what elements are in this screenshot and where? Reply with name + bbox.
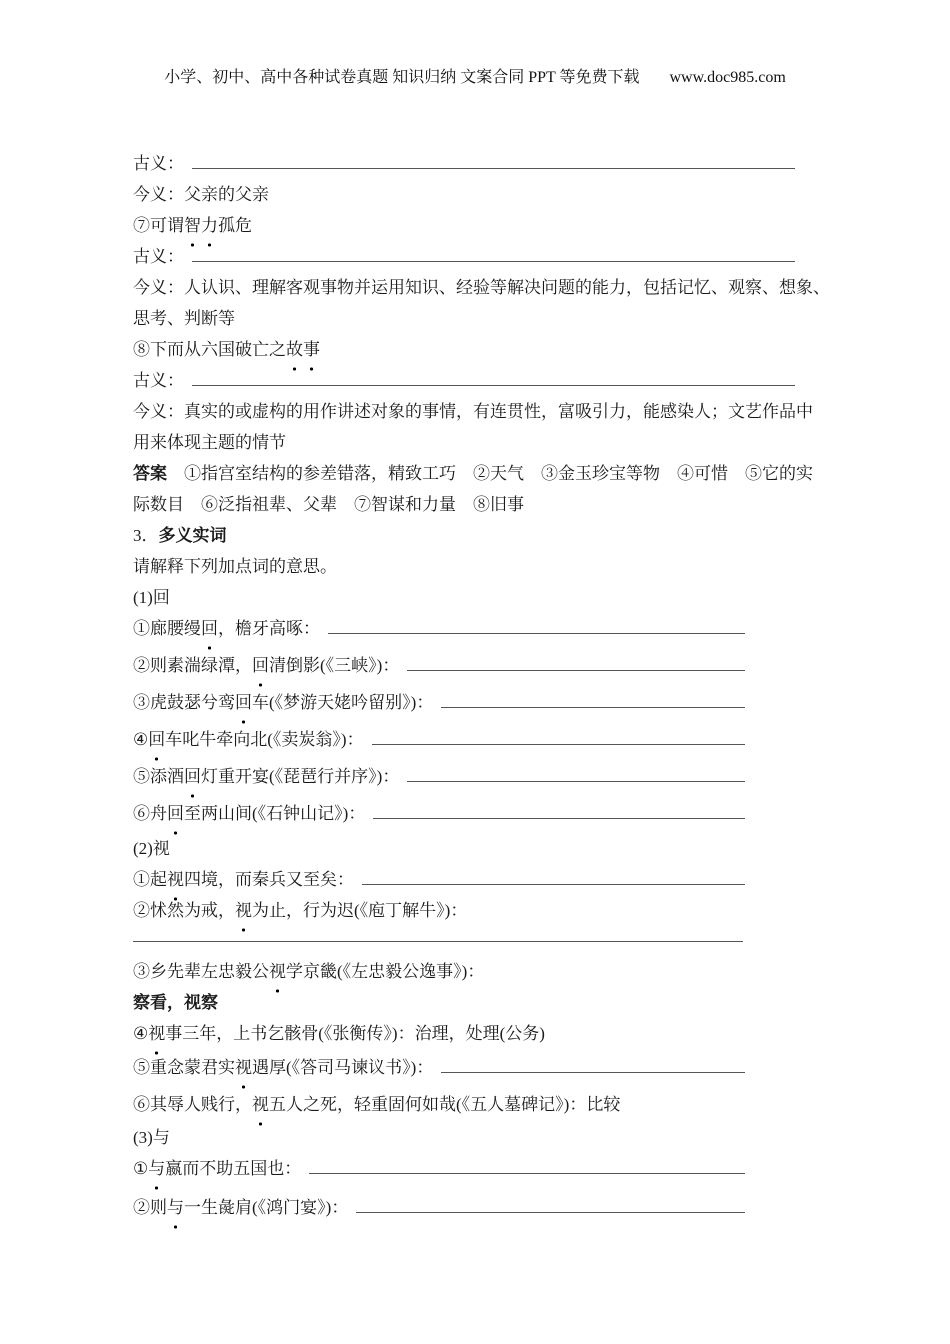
question-row [133, 956, 817, 987]
jinyi-row-continued [133, 303, 817, 334]
answers-text: 际数目 ⑥泛指祖辈、父辈 ⑦智谋和力量 ⑧旧事 [133, 495, 524, 514]
answer-blank-line [372, 744, 745, 745]
question-text: ① [133, 1159, 149, 1178]
emphasized-word: 视 [235, 895, 252, 932]
emphasized-word: 视 [269, 956, 286, 993]
question-row [133, 334, 817, 365]
emphasized-word: 视 [235, 1052, 252, 1089]
emphasized-word: 视 [167, 864, 184, 901]
section-heading [133, 520, 817, 551]
question-row [133, 210, 817, 241]
subsection-label: (3)与 [133, 1128, 170, 1147]
question-text: ①廊腰缦 [133, 619, 201, 638]
instruction-row [133, 551, 817, 582]
guyi-label: 古义： [133, 247, 184, 266]
section-title: 多义实词 [158, 526, 227, 545]
emphasized-word: 回 [167, 798, 184, 835]
question-blank-row [133, 687, 745, 718]
emphasized-word: 与 [167, 1192, 184, 1229]
guyi-blank-row [133, 365, 795, 396]
header-site-url: www.doc985.com [669, 69, 786, 86]
question-text: ⑦可谓 [133, 216, 184, 235]
question-blank-row [133, 864, 745, 895]
subsection-hui [133, 582, 817, 613]
question-blank-row [133, 1192, 745, 1223]
answer-blank-line [441, 707, 745, 708]
question-text: ④ [133, 1024, 149, 1043]
question-text: ④ [133, 730, 149, 749]
question-text: 事三年，上书乞骸骨(《张衡传》)：治理，处理(公务) [165, 1024, 545, 1043]
question-text: ②则素湍绿潭， [133, 656, 252, 675]
emphasized-word: 回 [252, 650, 269, 687]
question-text: 一生彘肩(《鸿门宴》)： [184, 1198, 349, 1217]
subsection-yu [133, 1122, 817, 1153]
question-blank-row [133, 1052, 745, 1083]
question-text: 学京畿(《左忠毅公逸事》)： [286, 962, 485, 981]
emphasized-word: 回 [184, 761, 201, 798]
guyi-label: 古义： [133, 371, 184, 390]
question-text: 孤危 [218, 216, 252, 235]
emphasized-word: 回 [235, 687, 252, 724]
answer-blank-line [441, 1072, 745, 1073]
question-text: ⑥其辱人贱行， [133, 1095, 252, 1114]
question-text: ①起 [133, 870, 167, 889]
inline-answer-text: 察看，视察 [133, 993, 218, 1012]
answers-text: ①指宫室结构的参差错落，精致工巧 ②天气 ③金玉珍宝等物 ④可惜 ⑤它的实 [167, 464, 813, 483]
jinyi-text: 用来体现主题的情节 [133, 433, 286, 452]
question-blank-row [133, 613, 745, 644]
emphasized-word: 视 [148, 1018, 165, 1055]
instruction-text: 请解释下列加点词的意思。 [133, 557, 337, 576]
question-blank-row [133, 650, 745, 681]
jinyi-text: 今义：真实的或虚构的用作讲述对象的事情，有连贯性，富吸引力，能感染人；文艺作品中 [133, 402, 813, 421]
question-text: ⑧下而从六国破亡之 [133, 340, 286, 359]
subsection-label: (2)视 [133, 839, 170, 858]
emphasized-word: 智力 [184, 210, 218, 247]
answer-blank-line [192, 385, 795, 386]
answer-blank-line [328, 633, 745, 634]
question-row [133, 895, 817, 926]
answers-label: 答案 [133, 464, 167, 483]
jinyi-row [133, 179, 817, 210]
answer-blank-line [192, 168, 795, 169]
jinyi-row [133, 272, 830, 303]
answer-blank-line [407, 781, 745, 782]
answer-blank-line [373, 818, 745, 819]
jinyi-text: 今义：人认识、理解客观事物并运用知识、经验等解决问题的能力，包括记忆、观察、想象、 [133, 278, 830, 297]
question-blank-row [133, 1153, 745, 1184]
answer-blank-line [356, 1212, 745, 1213]
guyi-blank-row [133, 241, 795, 272]
page-header [0, 64, 950, 87]
answer-blank-line [192, 261, 795, 262]
emphasized-word: 视 [252, 1089, 269, 1126]
jinyi-row [133, 396, 817, 427]
question-text: 遇厚(《答司马谏议书》)： [252, 1058, 434, 1077]
question-text: 五人之死，轻重固何如哉(《五人墓碑记》)：比较 [269, 1095, 621, 1114]
question-text: 为止，行为迟(《庖丁解牛》)： [252, 901, 468, 920]
question-text: ③乡先辈左忠毅公 [133, 962, 269, 981]
emphasized-word: 故事 [286, 334, 320, 371]
section-number: 3． [133, 526, 159, 545]
answer-blank-line [407, 670, 745, 671]
question-blank-row [133, 724, 745, 755]
answers-row-continued [133, 489, 817, 520]
question-blank-row [133, 761, 745, 792]
question-text: ⑤添酒 [133, 767, 184, 786]
question-text: 清倒影(《三峡》)： [269, 656, 400, 675]
jinyi-text: 思考、判断等 [133, 309, 235, 328]
jinyi-row-continued [133, 427, 817, 458]
answer-blank-line [362, 884, 745, 885]
question-text: ⑤重念蒙君实 [133, 1058, 235, 1077]
question-text: 车(《梦游天姥吟留别》)： [252, 693, 434, 712]
inline-answer-row [133, 987, 817, 1018]
subsection-label: (1)回 [133, 588, 170, 607]
question-text: ，檐牙高啄： [218, 619, 320, 638]
answer-blank-line [309, 1173, 745, 1174]
answers-row [133, 458, 817, 489]
emphasized-word: 回 [201, 613, 218, 650]
document-body [133, 148, 830, 1223]
subsection-shi [133, 833, 817, 864]
question-blank-row [133, 798, 745, 829]
question-text: ⑥舟 [133, 804, 167, 823]
emphasized-word: 回 [148, 724, 165, 761]
question-text: 四境，而秦兵又至矣： [184, 870, 354, 889]
question-text: 车叱牛牵向北(《卖炭翁》)： [165, 730, 364, 749]
question-text: 至两山间(《石钟山记》)： [184, 804, 366, 823]
question-row [133, 1089, 817, 1120]
answer-blank-line [133, 941, 743, 942]
question-row [133, 1018, 817, 1049]
jinyi-text: 今义：父亲的父亲 [133, 185, 269, 204]
question-text: ②怵然为戒， [133, 901, 235, 920]
guyi-label: 古义： [133, 154, 184, 173]
guyi-blank-row [133, 148, 795, 179]
header-slogan: 小学、初中、高中各种试卷真题 知识归纳 文案合同 PPT 等免费下载 [164, 69, 640, 86]
question-text: ③虎鼓瑟兮鸾 [133, 693, 235, 712]
emphasized-word: 与 [148, 1153, 165, 1190]
question-text: ②则 [133, 1198, 167, 1217]
full-width-blank-row [133, 932, 817, 942]
question-text: 嬴而不助五国也： [165, 1159, 302, 1178]
question-text: 灯重开宴(《琵琶行并序》)： [201, 767, 400, 786]
